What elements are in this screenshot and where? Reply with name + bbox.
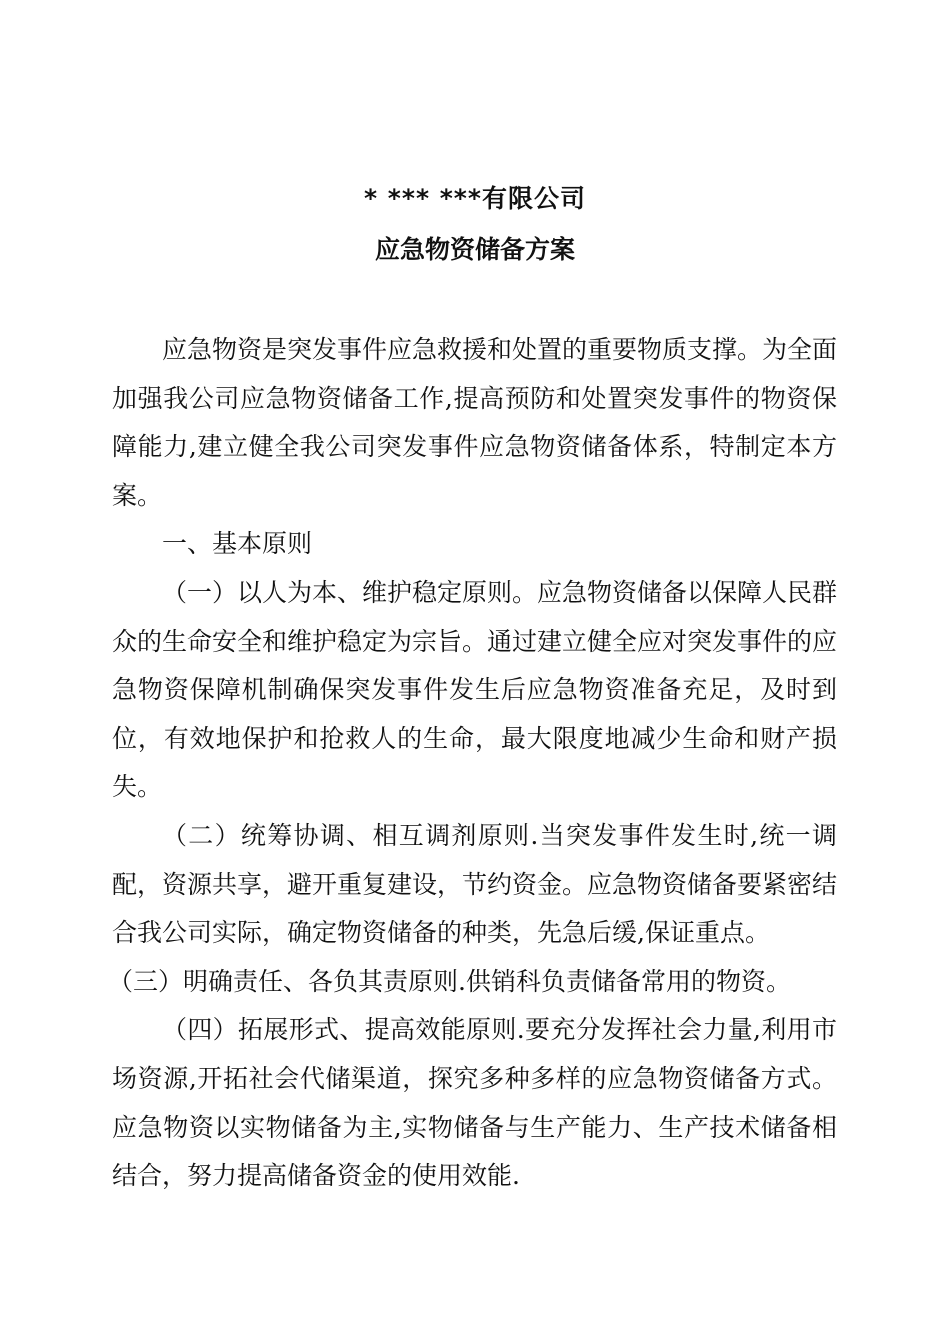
principle-paragraph: （二）统筹协调、相互调剂原则.当突发事件发生时,统一调配，资源共享，避开重复建设，节约资金。应急物资储备要紧密结合我公司实际，确定物资储备的种类，先急后缓,保证重点。	[112, 820, 838, 948]
company-title: * *** ***有限公司	[364, 184, 586, 213]
intro-paragraph: 应急物资是突发事件应急救援和处置的重要物质支撑。为全面加强我公司应急物资储备工作,提高预防和处置突发事件的物资保障能力,建立健全我公司突发事件应急物资储备体系，特制定本方案。	[112, 335, 838, 510]
plan-title: 应急物资储备方案	[374, 235, 575, 264]
principle-paragraph: （四）拓展形式、提高效能原则.要充分发挥社会力量,利用市场资源,开拓社会代储渠道，探究多种多样的应急物资储备方式。应急物资以实物储备为主,实物储备与生产能力、生产技术储备相结合，努力提高储备资金的使用效能.	[112, 1015, 837, 1191]
document-body	[108, 326, 838, 1201]
principle-paragraph: （三）明确责任、各负其责原则.供销科负责储备常用的物资。	[108, 966, 791, 996]
principle-paragraph: （一）以人为本、维护稳定原则。应急物资储备以保障人民群众的生命安全和维护稳定为宗旨。通过建立健全应对突发事件的应急物资保障机制确保突发事件发生后应急物资准备充足，及时到位，有效地保护和抢救人的生命，最大限度地减少生命和财产损失。	[112, 577, 838, 802]
section-heading: 一、基本原则	[162, 529, 313, 559]
